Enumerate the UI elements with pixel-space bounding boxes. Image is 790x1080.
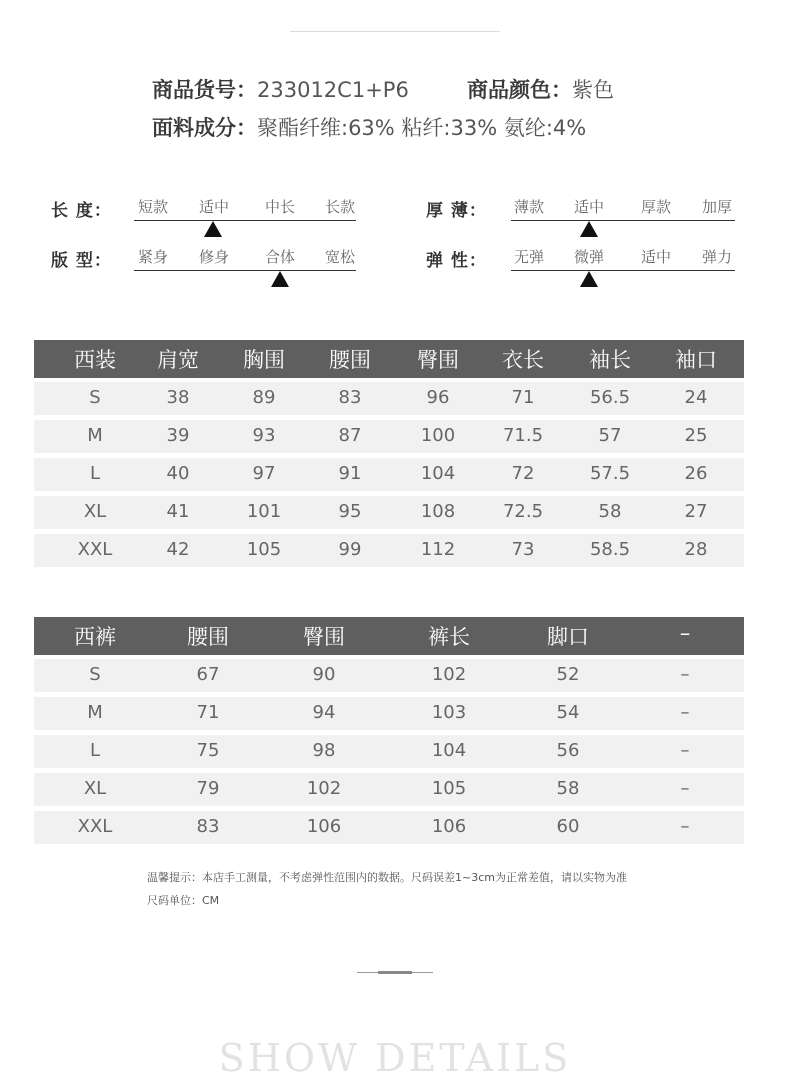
table-row <box>34 382 744 415</box>
table-cell: 24 <box>684 387 708 408</box>
suit-header-cell: 袖口 <box>675 348 717 372</box>
table-row <box>34 420 744 453</box>
table-cell: 93 <box>252 425 276 446</box>
table-cell: 25 <box>684 425 708 446</box>
fit-label: 版 型： <box>51 251 112 271</box>
table-cell: 52 <box>556 664 580 685</box>
fit-option: 修身 <box>198 248 230 266</box>
table-cell: 104 <box>420 463 456 484</box>
table-cell: 58.5 <box>589 539 631 560</box>
table-cell: 40 <box>166 463 190 484</box>
suit-header-cell: 袖长 <box>589 348 631 372</box>
table-cell: 60 <box>556 816 580 837</box>
suit-header-cell: 衣长 <box>502 348 544 372</box>
table-cell: 106 <box>306 816 342 837</box>
table-cell: 72 <box>511 463 535 484</box>
table-cell: 83 <box>338 387 362 408</box>
thickness-selected-marker <box>580 221 598 237</box>
table-cell: 41 <box>166 501 190 522</box>
table-row <box>34 496 744 529</box>
length-label: 长 度： <box>51 201 112 221</box>
length-scale <box>134 196 356 221</box>
table-cell: – <box>680 702 690 723</box>
table-cell: M <box>87 702 103 723</box>
pants-header-cell: – <box>679 621 691 645</box>
show-details-title: SHOW DETAILS <box>218 1036 572 1080</box>
suit-header-cell: 肩宽 <box>157 348 199 372</box>
elasticity-label: 弹 性： <box>426 251 487 271</box>
table-cell: 104 <box>431 740 467 761</box>
bottom-divider-accent <box>378 971 412 974</box>
table-cell: 75 <box>196 740 220 761</box>
table-cell: 58 <box>598 501 622 522</box>
pants-header-cell: 裤长 <box>428 625 470 649</box>
table-cell: 87 <box>338 425 362 446</box>
elasticity-scale <box>511 246 735 271</box>
table-cell: 105 <box>246 539 282 560</box>
suit-table-header <box>34 340 744 378</box>
table-cell: 38 <box>166 387 190 408</box>
top-divider <box>290 31 500 32</box>
elasticity-option: 弹力 <box>701 248 733 266</box>
table-cell: 56 <box>556 740 580 761</box>
table-cell: 83 <box>196 816 220 837</box>
thickness-option: 加厚 <box>701 198 733 216</box>
length-option: 长款 <box>324 198 356 216</box>
table-cell: XL <box>83 778 107 799</box>
table-cell: 39 <box>166 425 190 446</box>
table-cell: 67 <box>196 664 220 685</box>
table-cell: 90 <box>312 664 336 685</box>
table-cell: L <box>89 740 101 761</box>
length-option: 适中 <box>198 198 230 216</box>
table-row <box>34 534 744 567</box>
thickness-option: 薄款 <box>513 198 545 216</box>
elasticity-option: 微弹 <box>573 248 605 266</box>
sku-label: 商品货号： <box>152 78 257 102</box>
table-row <box>34 811 744 844</box>
table-cell: 108 <box>420 501 456 522</box>
table-cell: 97 <box>252 463 276 484</box>
fit-option: 紧身 <box>137 248 169 266</box>
table-cell: – <box>680 740 690 761</box>
elasticity-option: 无弹 <box>513 248 545 266</box>
table-cell: 95 <box>338 501 362 522</box>
table-cell: 98 <box>312 740 336 761</box>
elasticity-option: 适中 <box>640 248 672 266</box>
fit-scale <box>134 246 356 271</box>
fit-selected-marker <box>271 271 289 287</box>
table-cell: 27 <box>684 501 708 522</box>
product-info-row-2 <box>152 112 586 142</box>
table-cell: 106 <box>431 816 467 837</box>
table-cell: 71 <box>196 702 220 723</box>
suit-header-cell: 臀围 <box>417 348 459 372</box>
table-cell: 102 <box>431 664 467 685</box>
table-cell: 99 <box>338 539 362 560</box>
table-cell: 73 <box>511 539 535 560</box>
table-cell: 71 <box>511 387 535 408</box>
table-cell: 58 <box>556 778 580 799</box>
pants-header-cell: 腰围 <box>187 625 229 649</box>
length-selected-marker <box>204 221 222 237</box>
table-cell: 96 <box>426 387 450 408</box>
table-cell: 100 <box>420 425 456 446</box>
table-cell: 42 <box>166 539 190 560</box>
suit-header-cell: 西装 <box>74 348 116 372</box>
product-info-row-1 <box>152 74 614 104</box>
table-row <box>34 659 744 692</box>
table-cell: – <box>680 778 690 799</box>
table-cell: 112 <box>420 539 456 560</box>
fit-option: 宽松 <box>324 248 356 266</box>
table-cell: 54 <box>556 702 580 723</box>
thickness-option: 厚款 <box>640 198 672 216</box>
table-cell: 72.5 <box>502 501 544 522</box>
suit-header-cell: 胸围 <box>243 348 285 372</box>
elasticity-selected-marker <box>580 271 598 287</box>
fabric-label: 面料成分： <box>152 116 257 140</box>
fit-option: 合体 <box>264 248 296 266</box>
length-option: 短款 <box>137 198 169 216</box>
table-cell: S <box>89 387 101 408</box>
table-cell: 71.5 <box>502 425 544 446</box>
table-cell: – <box>680 664 690 685</box>
table-cell: – <box>680 816 690 837</box>
table-cell: 57.5 <box>589 463 631 484</box>
table-cell: XL <box>83 501 107 522</box>
table-cell: XXL <box>77 816 113 837</box>
table-cell: 94 <box>312 702 336 723</box>
fabric-value: 聚酯纤维:63% 粘纤:33% 氨纶:4% <box>257 116 587 140</box>
pants-header-cell: 臀围 <box>303 625 345 649</box>
table-cell: XXL <box>77 539 113 560</box>
table-cell: L <box>89 463 101 484</box>
table-cell: 79 <box>196 778 220 799</box>
color-value: 紫色 <box>572 78 614 102</box>
table-cell: 57 <box>598 425 622 446</box>
table-row <box>34 773 744 806</box>
table-cell: 56.5 <box>589 387 631 408</box>
thickness-option: 适中 <box>573 198 605 216</box>
pants-table-header <box>34 617 744 655</box>
pants-header-cell: 西裤 <box>74 625 116 649</box>
table-cell: S <box>89 664 101 685</box>
table-row <box>34 697 744 730</box>
table-cell: 101 <box>246 501 282 522</box>
color-label: 商品颜色： <box>467 78 572 102</box>
size-unit-note: 尺码单位：CM <box>147 894 220 907</box>
table-cell: 103 <box>431 702 467 723</box>
sku-value: 233012C1+P6 <box>257 78 409 102</box>
length-option: 中长 <box>264 198 296 216</box>
table-cell: 102 <box>306 778 342 799</box>
table-cell: M <box>87 425 103 446</box>
table-cell: 105 <box>431 778 467 799</box>
thickness-scale <box>511 196 735 221</box>
pants-header-cell: 脚口 <box>547 625 589 649</box>
color-block <box>467 74 614 104</box>
table-row <box>34 735 744 768</box>
table-cell: 89 <box>252 387 276 408</box>
suit-header-cell: 腰围 <box>329 348 371 372</box>
table-cell: 26 <box>684 463 708 484</box>
thickness-label: 厚 薄： <box>426 201 487 221</box>
table-row <box>34 458 744 491</box>
table-cell: 91 <box>338 463 362 484</box>
table-cell: 28 <box>684 539 708 560</box>
measurement-tip: 温馨提示：本店手工测量，不考虑弹性范围内的数据。尺码误差1~3cm为正常差值，请以实物为准 <box>147 871 627 884</box>
